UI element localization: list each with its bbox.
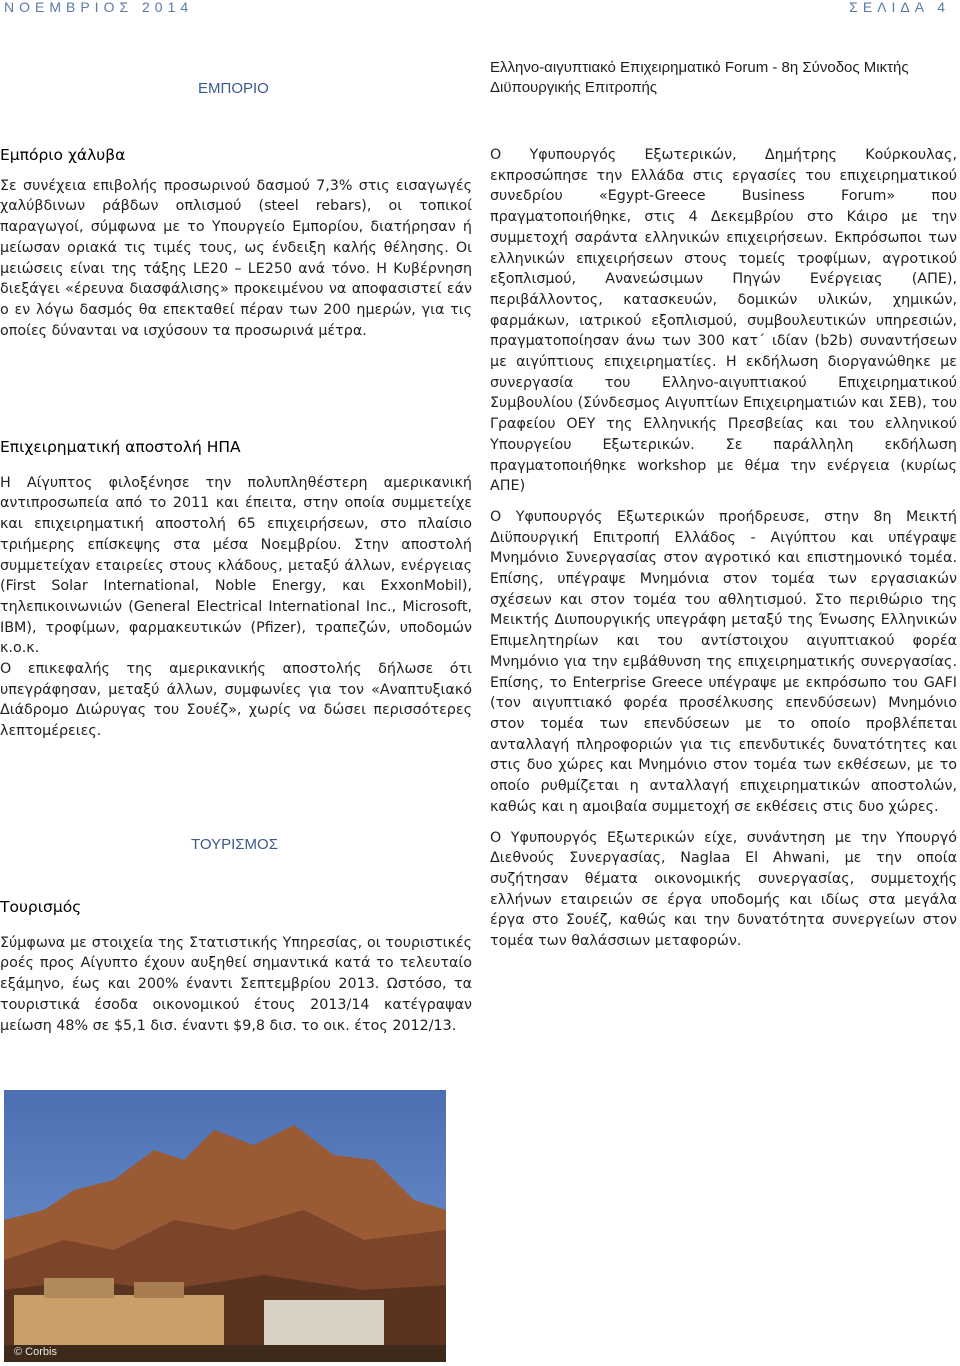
forum-paragraph-3: Ο Υφυπουργός Εξωτερικών είχε, συνάντηση με την Υπουργό Διεθνούς Συνεργασίας, Naglaa El Ahwani, με την οποία συζήτησαν θέματα οικονομικής συνεργασίας, συμμετοχής ελλήνων εταιρειών σε έργα υποδομής και ιδίως στα μεγάλα έργα στο Σουέζ, καθώς και την δυνατότητα συνεργείων στον τομέα των θαλάσσιων μεταφορών. (490, 829, 957, 950)
white-building (264, 1300, 384, 1350)
tourism-body: Σύμφωνα με στοιχεία της Στατιστικής Υπηρεσίας, οι τουριστικές ροές προς Αίγυπτο έχουν αυξηθεί σημαντικά κατά το τελευταίο εξάμηνο, έως και 200% έναντι Σεπτεμβρίου 2013. Ωστόσο, τα τουριστικά έσοδα οικονομικού έτους 2013/14 κατέγραψαν μείωση 48% σε $5,1 δισ. έναντι $9,8 δισ. το οικ. έτος 2012/13. (0, 934, 472, 1034)
tourism-heading: Τουρισμός (0, 898, 82, 916)
usa-mission-body-2: Ο επικεφαλής της αμερικανικής αποστολής δήλωσε ότι υπεγράφησαν, μεταξύ άλλων, συμφωνίες για τον «Αναπτυξιακό Διάδρομο Διώρυγας του Σουέζ», χωρίς να δώσει περισσότερες λεπτομέρειες. (0, 661, 472, 740)
photo-scene (4, 1090, 446, 1362)
forum-paragraph-2: Ο Υφυπουργός Εξωτερικών προήδρευσε, στην 8η Μεικτή Διϋπουργική Επιτροπή Ελλάδος - Αιγύπτου και υπέγραψε Μνημόνιο Συνεργασίας στον αγροτικό και επιστημονικό τομέα. Επίσης, υπέγραψε Μνημόνια στον τομέα των εργασιακών σχέσεων και στον τομέα του αθλητισμού. Στο περιθώριο της Μεικτής Διυπουργικής υπεγράφη μεταξύ της Ένωσης Ελληνικών Επιμελητηρίων και του αντίστοιχου αιγυπτιακού φορέα Μνημόνιο για την εμβάθυνση της επιχειρηματικής συνεργασίας. Επίσης, το Enterprise Greece υπέγραψε με εκπρόσωπο του GAFI (τον αιγυπτιακό φορέα προσέλκυσης επενδύσεων) Μνημόνιο στον τομέα των επενδύσεων με το οποίο προβλέπεται ανταλλαγή πληροφοριών για τις επενδυτικές δυνατότητες και στις δυο χώρες και Μνημόνιο στον τομέα των εκθέσεων, με το οποίο ρυθμίζεται η ανταλλαγή επιχειρηματικών αποστολών, καθώς και η αμοιβαία συμμετοχή σε εκθέσεις στις δυο χώρες. (490, 508, 957, 815)
section-title-tourism: ΤΟΥΡΙΣΜΟΣ (191, 836, 278, 853)
tourism-article (0, 897, 472, 1036)
usa-mission-article (0, 437, 472, 742)
page-number: ΣΕΛΙΔΑ 4 (849, 0, 950, 15)
steel-heading: Εμπόριο χάλυβα (0, 146, 126, 164)
section-title-trade: ΕΜΠΟΡΙΟ (198, 80, 269, 97)
forum-article (490, 145, 957, 952)
forum-article-title: Ελληνο-αιγυπτιακό Επιχειρηματικό Forum - 8η Σύνοδος Μικτής Διϋπουργικής Επιτροπής (490, 59, 909, 96)
steel-body: Σε συνέχεια επιβολής προσωρινού δασμού 7,3% στις εισαγωγές χαλύβδινων ράβδων οπλισμού (steel rebars), οι τοπικοί παραγωγοί, σύμφωνα με το Υπουργείο Εμπορίου, διατήρησαν ή μείωσαν οριακά τις τιμές τους, ως ένδειξη καλής θέλησης. Οι μειώσεις είναι της τάξης LE20 – LE250 ανά τόνο. Η Κυβέρνηση διεξάγει «έρευνα διασφάλισης» προκειμένου να αποφασιστεί εάν ο εν λόγω δασμός θα επεκταθεί πέραν των 200 ημερών, για τις οποίες δύνανται να ισχύσουν τα προσωρινά μέτρα. (0, 177, 472, 339)
photo-credit: © Corbis (14, 1346, 57, 1358)
ground (4, 1345, 446, 1362)
monastery-photo (4, 1090, 446, 1362)
usa-mission-body-1: Η Αίγυπτος φιλοξένησε την πολυπληθέστερη αμερικανική αντιπροσωπεία από το 2011 και έπειτα, στην οποία συμμετείχε και επιχειρηματική αποστολή 65 επιχειρήσεων, στο πλαίσιο τριήμερης επίσκεψης στα μέσα Νοεμβρίου. Στην αποστολή συμμετείχαν εταιρείες στους κλάδους, μεταξύ άλλων, ενέργειας (First Solar International, Noble Energy, και ExxonMobil), τηλεπικοινωνιών (General Electrical International Inc., Microsoft, IBM), τροφίμων, φαρμακευτικών (Pfizer), τραπεζών, υποδομών κ.ο.κ. (0, 474, 472, 657)
usa-mission-heading: Επιχειρηματική αποστολή ΗΠΑ (0, 438, 241, 456)
forum-paragraph-1: Ο Υφυπουργός Εξωτερικών, Δημήτρης Κούρκουλας, εκπροσώπησε την Ελλάδα στις εργασίες του επιχειρηματικού συνεδρίου «Egypt-Greece Business Forum» που πραγματοποιήθηκε, στις 4 Δεκεμβρίου στο Κάιρο με την συμμετοχή σαράντα ελληνικών επιχειρήσεων. Εκπρόσωποι των ελληνικών επιχειρήσεων στους τομείς τροφίμων, αγροτικού εξοπλισμού, Ανανεώσιμων Πηγών Ενέργειας (ΑΠΕ), περιβάλλοντος, κατασκευών, δομικών υλικών, χημικών, φαρμάκων, ιατρικού εξοπλισμού, συμβουλευτικών υπηρεσιών, πραγματοποίησαν άνω των 300 κατ΄ ιδίαν (b2b) συναντήσεων με αιγύπτιους επιχειρηματίες. Η εκδήλωση διοργανώθηκε με συνεργασία του Ελληνο-αιγυπτιακού Επιχειρηματικού Συμβουλίου (Σύνδεσμος Αιγυπτίων Επιχειρηματιών και ΣΕΒ), του Γραφείου ΟΕΥ της Ελληνικής Πρεσβείας και του ελληνικού Υπουργείου Εξωτερικών. Σε παράλληλη εκδήλωση πραγματοποιήθηκε workshop με θέμα την ενέργεια (κυρίως ΑΠΕ) (490, 147, 957, 495)
monastery-building (44, 1278, 114, 1298)
monastery-roof (134, 1282, 184, 1298)
steel-article (0, 145, 472, 341)
issue-date: ΝΟΕΜΒΡΙΟΣ 2014 (4, 0, 194, 15)
